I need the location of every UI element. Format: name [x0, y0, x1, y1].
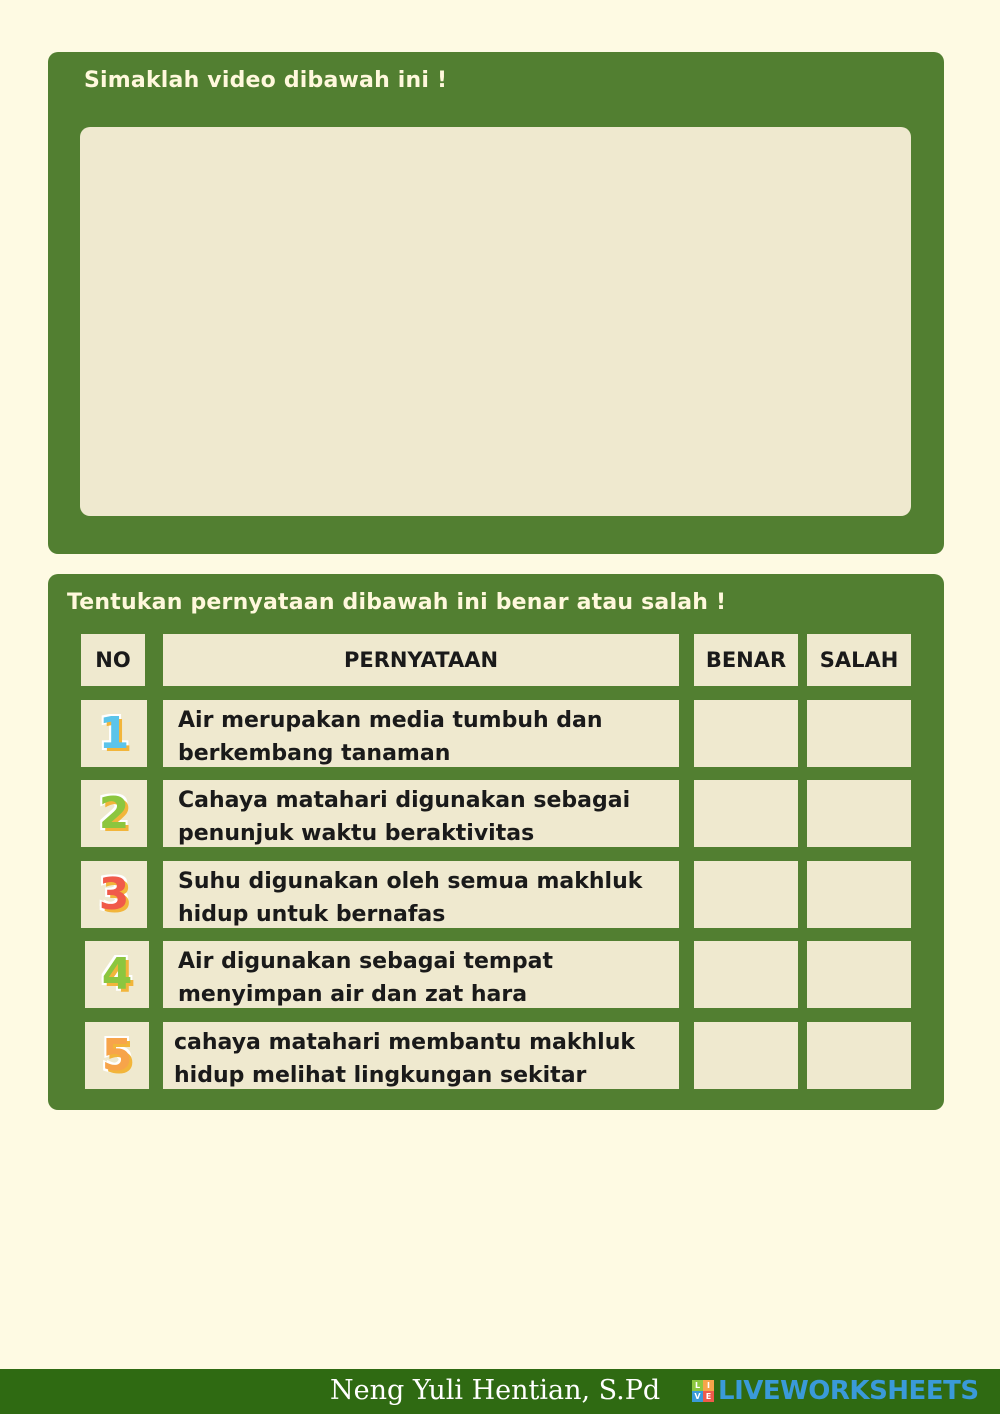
liveworksheets-logo-icon: L I V E	[692, 1380, 714, 1402]
quiz-instruction: Tentukan pernyataan dibawah ini benar atau salah !	[67, 590, 727, 615]
footer-bar	[0, 1369, 1000, 1414]
row-number-badge	[85, 1022, 149, 1089]
header-true: BENAR	[694, 634, 798, 686]
false-checkbox[interactable]	[807, 1022, 911, 1089]
author-name: Neng Yuli Hentian, S.Pd	[330, 1375, 661, 1406]
statement-text: Air digunakan sebagai tempat menyimpan air dan zat hara	[163, 941, 679, 1008]
header-false: SALAH	[807, 634, 911, 686]
true-checkbox[interactable]	[694, 700, 798, 767]
row-number-badge	[85, 941, 149, 1008]
brand-text: LIVEWORKSHEETS	[718, 1376, 979, 1406]
false-checkbox[interactable]	[807, 780, 911, 847]
row-number-badge	[81, 861, 147, 928]
false-checkbox[interactable]	[807, 861, 911, 928]
row-number-badge	[81, 780, 147, 847]
statement-text: Cahaya matahari digunakan sebagai penunjuk waktu beraktivitas	[163, 780, 679, 847]
true-checkbox[interactable]	[694, 1022, 798, 1089]
header-no: NO	[81, 634, 145, 686]
true-checkbox[interactable]	[694, 941, 798, 1008]
number-icon: 4	[101, 949, 133, 1000]
video-instruction: Simaklah video dibawah ini !	[84, 68, 448, 93]
number-icon: 2	[98, 788, 130, 839]
number-icon: 3	[98, 869, 130, 920]
number-icon: 5	[101, 1030, 133, 1081]
row-number-badge	[81, 700, 147, 767]
video-panel	[48, 52, 944, 554]
header-statement: PERNYATAAN	[163, 634, 679, 686]
quiz-panel	[48, 574, 944, 1110]
false-checkbox[interactable]	[807, 700, 911, 767]
number-icon: 1	[98, 708, 130, 759]
true-checkbox[interactable]	[694, 861, 798, 928]
video-placeholder[interactable]	[80, 127, 911, 516]
statement-text: cahaya matahari membantu makhluk hidup melihat lingkungan sekitar	[163, 1022, 679, 1089]
liveworksheets-brand[interactable]	[692, 1373, 979, 1409]
false-checkbox[interactable]	[807, 941, 911, 1008]
statement-text: Air merupakan media tumbuh dan berkembang tanaman	[163, 700, 679, 767]
statement-text: Suhu digunakan oleh semua makhluk hidup untuk bernafas	[163, 861, 679, 928]
true-checkbox[interactable]	[694, 780, 798, 847]
